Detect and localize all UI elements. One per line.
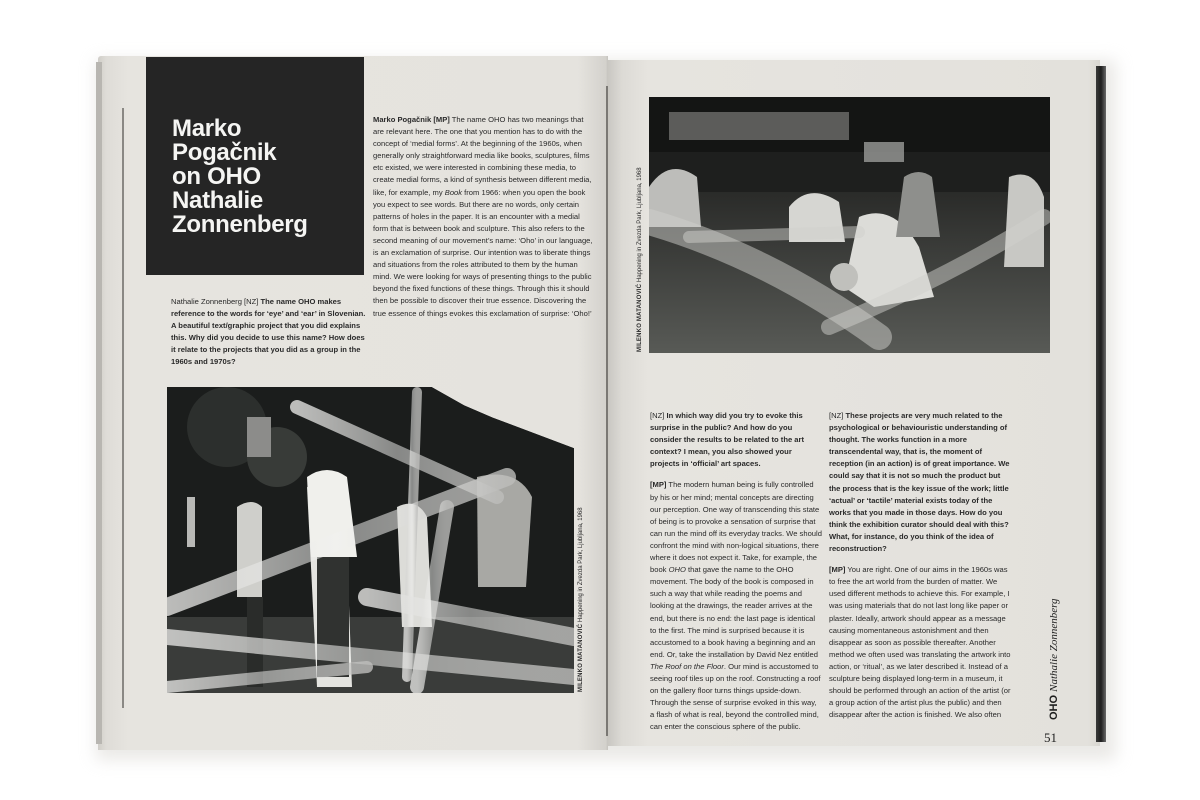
speaker-label: [NZ] — [829, 411, 844, 420]
spine-gutter — [606, 86, 608, 736]
question-text: The name OHO makes reference to the words for ‘eye’ and ‘ear’ in Slovenian. A beautiful text/graphic project that you did explains this. Why did you decide to use this name? How does it relate to the projects that you did as a group in the 1960s and 1970s? — [171, 297, 366, 367]
title-line: on OHO — [172, 163, 261, 190]
left-page-stack-line — [122, 108, 124, 708]
intro-question — [171, 296, 371, 378]
question-text: In which way did you try to evoke this surprise in the public? And how do you consider the results to be related to the art context? I mean, you also showed your projects in ‘official’ art spaces. — [650, 411, 805, 469]
speaker-label: Marko Pogačnik [MP] — [373, 115, 450, 124]
answer-column — [373, 114, 595, 329]
photo-credit: MILENKO MATANOVIĆ — [578, 623, 584, 692]
happening-photo-right — [649, 97, 1050, 353]
interview-column-1 — [650, 410, 822, 742]
running-head-magazine: OHO — [1048, 694, 1060, 720]
answer-text: You are right. One of our aims in the 1960s was to free the art world from the burden of matter. We used different methods to achieve this. For example, I was using materials that do not last long like paper or plaster. Ideally, artwork should appear as a message causing momentaneous astonishment and then disappear as soon as possible thereafter. Another method we often used was translating the artwork into action, or ‘ritual’, as we later described it. Instead of a sculpture being displayed long-term in a museum, it should be performed through an action of the artist (or a group action of the artist plus the public) and then disappear after the action is finished. We also often — [829, 565, 1011, 720]
photo-image — [167, 387, 574, 693]
title-line: Zonnenberg — [172, 211, 308, 238]
speaker-label: Nathalie Zonnenberg [NZ] — [171, 297, 259, 306]
interview-column-2 — [829, 410, 1013, 730]
speaker-label: [NZ] — [650, 411, 665, 420]
speaker-label: [MP] — [650, 480, 667, 490]
page-number: 51 — [1044, 730, 1057, 745]
running-head-author: Nathalie Zonnenberg — [1048, 598, 1060, 692]
title-line: Marko — [172, 115, 242, 142]
title-block — [146, 57, 364, 275]
answer-text: The modern human being is fully controlled by his or her mind; mental concepts are directing our perception. One way of transcending this state of being is to provoke a sensation of surprise that can run the mind off its everyday tracks. We should confront the mind with non-logical situations, there where it does not expect it. Take, for example, the book — [650, 480, 822, 575]
work-title: The Roof on the Floor — [650, 661, 724, 671]
photo-credit: MILENKO MATANOVIĆ — [637, 283, 643, 352]
article-title — [172, 117, 308, 237]
question-text: These projects are very much related to the psychological or behaviouristic understanding of thought. The works function in a more transcendental way, that is, the moment of reception (in an action) is of great importance. We could say that it is not so much the product but the process that is the key issue of the work; little ‘actual’ or ‘tactile’ material exists today of the works that you made in those days. How do you think the exhibition curator should deal with this? What, for instance, do you think of the idea of reconstruction? — [829, 411, 1010, 554]
title-line: Nathalie — [172, 187, 263, 214]
photo-caption-left — [578, 507, 584, 692]
answer-text: The name OHO has two meanings that are relevant here. The one that you mention has to do with the concept of ‘medial forms’. At the beginning of the 1960s, when generally only straightforward media like books, sculptures, films etc existed, we were interested in combining these media, to create medial forms, a kind of synthesis between different media, like, for example, my — [373, 115, 592, 197]
work-title: OHO — [668, 565, 686, 575]
speaker-label: [MP] — [829, 565, 846, 575]
answer-text: . Our mind is accustomed to seeing roof tiles up on the roof. Constructing a roof on the gallery floor turns things upside-down. Through the sense of surprise evoked in this way, a flash of what is real, beyond the controlled mind, can enter the conscious sphere of the public. — [650, 661, 821, 732]
answer-text: that gave the name to the OHO movement. The body of the book is composed in such a way that while reading the poems and looking at the drawings, the reader arrives at the end, but there is no end: the last page is identical to the first. The mind is surprised because it is accustomed to a book having a beginning and an end. Or, take the installation by David Nez entitled — [650, 565, 819, 659]
work-title: Book — [444, 187, 463, 197]
caption-text: Happening in Zvezda Park, Ljubljana, 1968 — [578, 507, 584, 623]
title-line: Pogačnik — [172, 139, 277, 166]
left-page-edge — [96, 62, 102, 744]
running-head — [1048, 598, 1060, 720]
photo-image — [649, 97, 1050, 353]
photo-caption-right — [637, 167, 643, 352]
answer-text: from 1966: when you open the book you expect to see words. But there are no words, only certain patterns of holes in the paper. It is an encounter with a medial form that is between book and sculpture. This also refers to the second meaning of our movement’s name: ‘Oho’ in our language, is an exclamation of surprise. Our intention was to liberate things and situations from the roles attributed to them by the human mind. We were looking for ways of presenting things to the public beyond the fixed functions of these things. Through this it should then be possible to discover their true essence. Discovering the true essence of things evokes this exclamation of surprise: ‘Oho!’ — [373, 187, 593, 318]
right-cover-edge — [1096, 66, 1106, 742]
caption-text: Happening in Zvezda Park, Ljubljana, 1968 — [637, 167, 643, 283]
happening-photo-left — [167, 387, 574, 693]
